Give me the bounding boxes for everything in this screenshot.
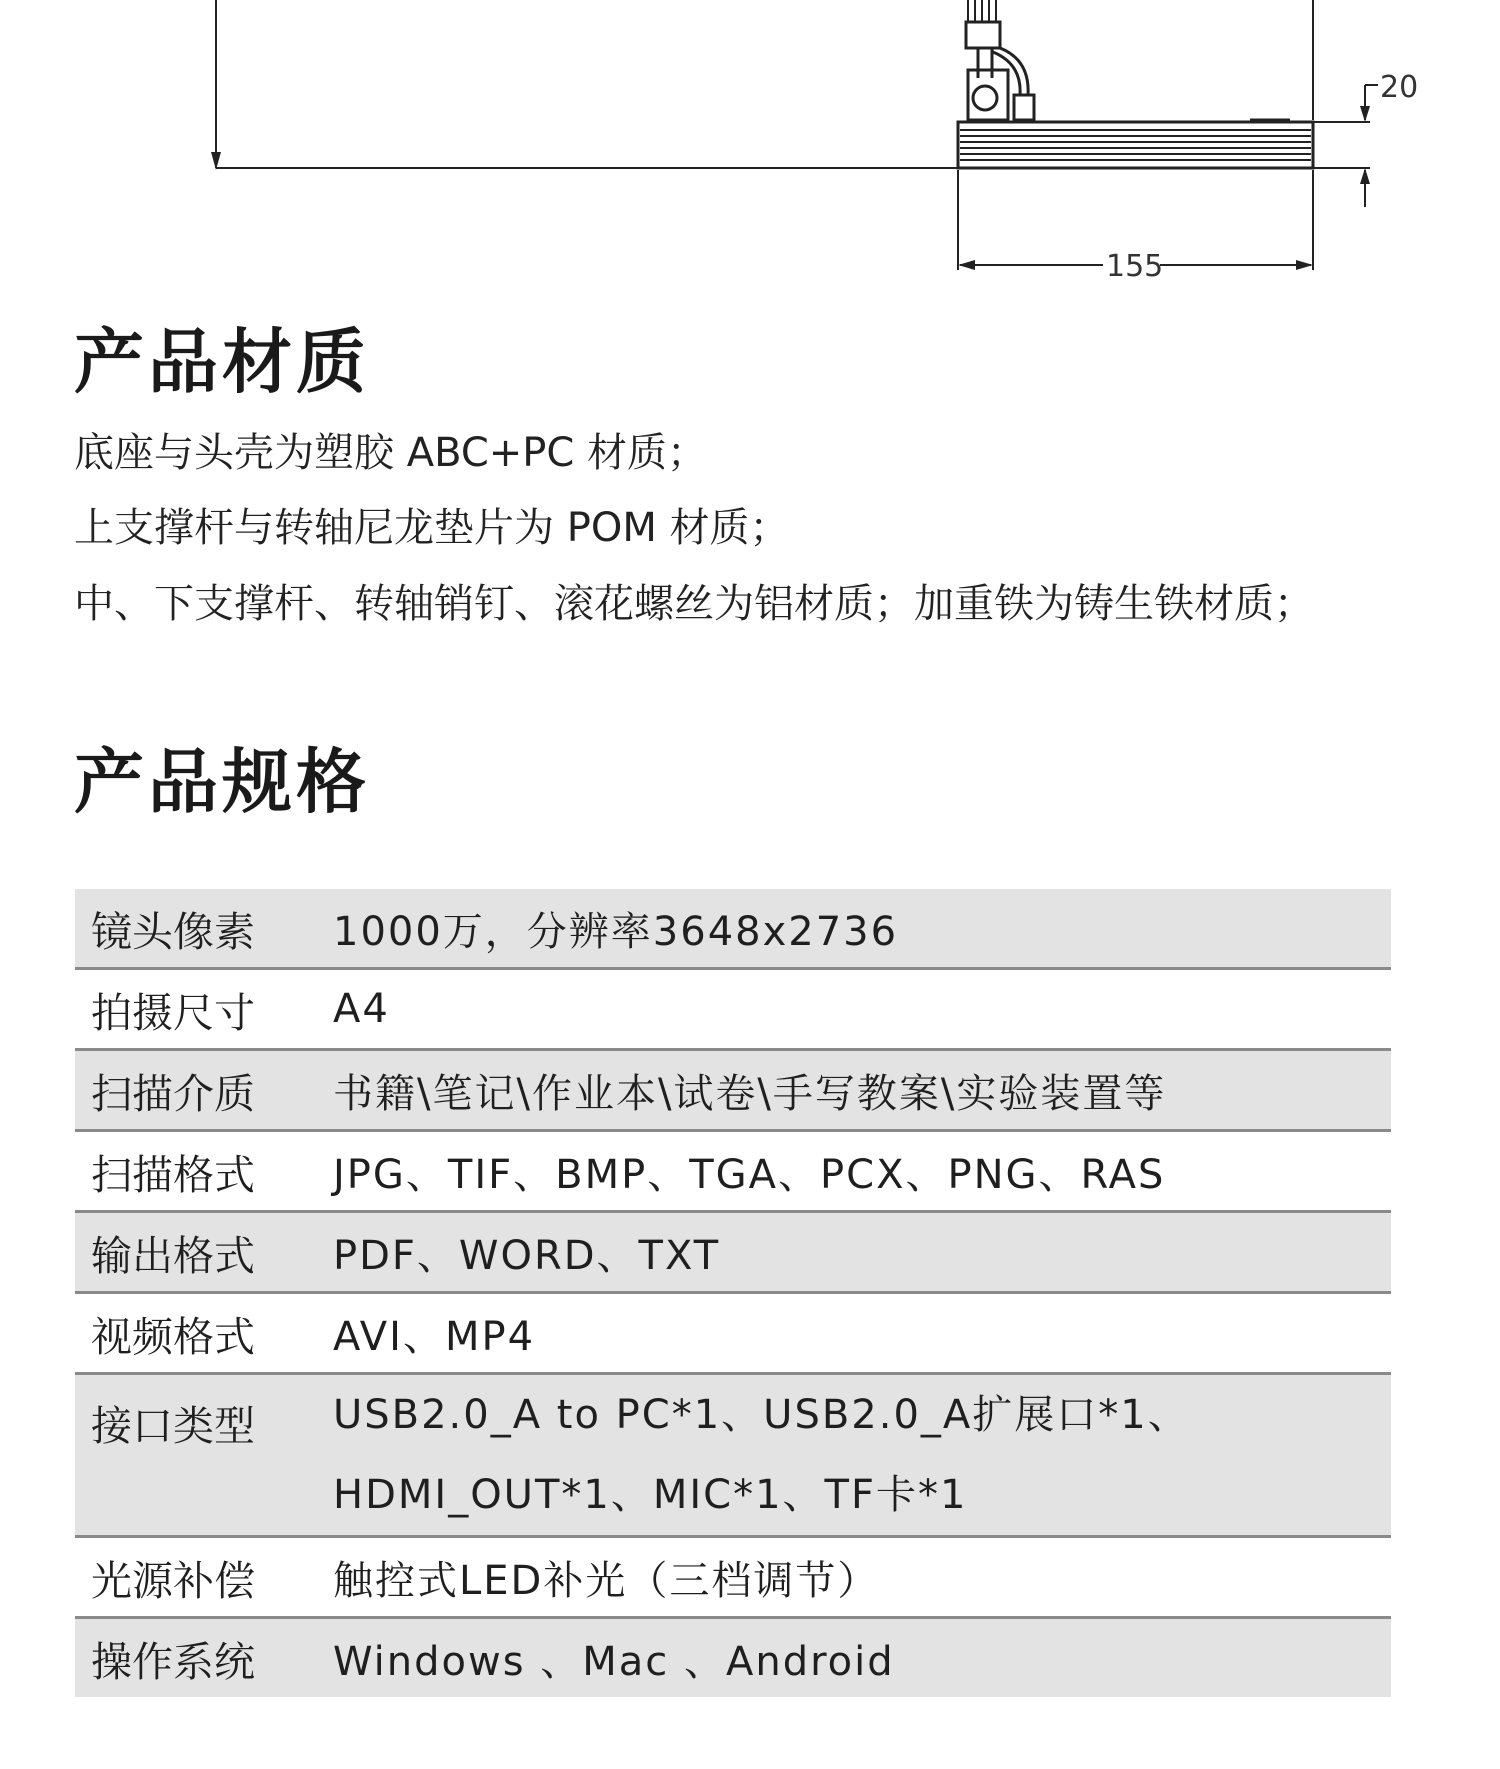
arrowhead [1360,168,1370,184]
table-row [75,1293,1391,1374]
dimension-label-width: 155 [1106,249,1164,284]
spec-value: 书籍\笔记\作业本\试卷\手写教案\实验装置等 [333,1050,1391,1131]
spec-label: 视频格式 [91,1312,255,1361]
arm-block [966,22,1000,48]
spec-label: 镜头像素 [75,889,333,969]
spec-value-line: USB2.0_A to PC*1、USB2.0_A扩展口*1、 [333,1392,1190,1438]
spec-value: 1000万，分辨率3648x2736 [333,889,1391,969]
spec-label: 扫描格式 [91,1150,255,1199]
spec-section-title: 产品规格 [74,741,370,823]
table-row [75,1537,1391,1618]
arrowhead [1296,260,1313,270]
table-row [75,1050,1391,1131]
spec-label: 接口类型 [75,1374,333,1537]
spec-value: 触控式LED补光（三档调节） [333,1557,880,1604]
spec-label: 输出格式 [75,1212,333,1293]
dimension-label-height: 20 [1380,70,1419,105]
spec-label: 拍摄尺寸 [91,988,255,1037]
joint-knob [973,86,997,110]
spec-value: Windows 、Mac 、Android [333,1618,1391,1698]
spec-value: JPG、TIF、BMP、TGA、PCX、PNG、RAS [333,1151,1166,1198]
spec-value [333,1374,1391,1537]
table-row [75,969,1391,1050]
material-line: 中、下支撑杆、转轴销钉、滚花螺丝为铝材质；加重铁为铸生铁材质； [74,581,1314,627]
material-line: 底座与头壳为塑胶 ABC+PC 材质； [74,430,708,476]
spec-value: A4 [333,986,390,1032]
table-row [75,889,1391,969]
spec-value-line: HDMI_OUT*1、MIC*1、TF卡*1 [333,1472,968,1518]
table-row [75,1618,1391,1698]
arrowhead [1360,106,1370,122]
table-row [75,1212,1391,1293]
dimension-drawing [0,0,1500,290]
table-row [75,1131,1391,1212]
material-section-title: 产品材质 [74,321,370,403]
spec-label: 扫描介质 [75,1050,333,1131]
spec-value: PDF、WORD、TXT [333,1212,1391,1293]
material-line: 上支撑杆与转轴尼龙垫片为 POM 材质； [74,505,790,551]
table-row [75,1374,1391,1537]
connector [1014,95,1034,120]
spec-value: AVI、MP4 [333,1313,536,1360]
spec-table [75,889,1391,1697]
spec-label: 操作系统 [75,1618,333,1698]
arrowhead [958,260,975,270]
base-body [958,122,1313,168]
spec-label: 光源补偿 [91,1556,255,1605]
